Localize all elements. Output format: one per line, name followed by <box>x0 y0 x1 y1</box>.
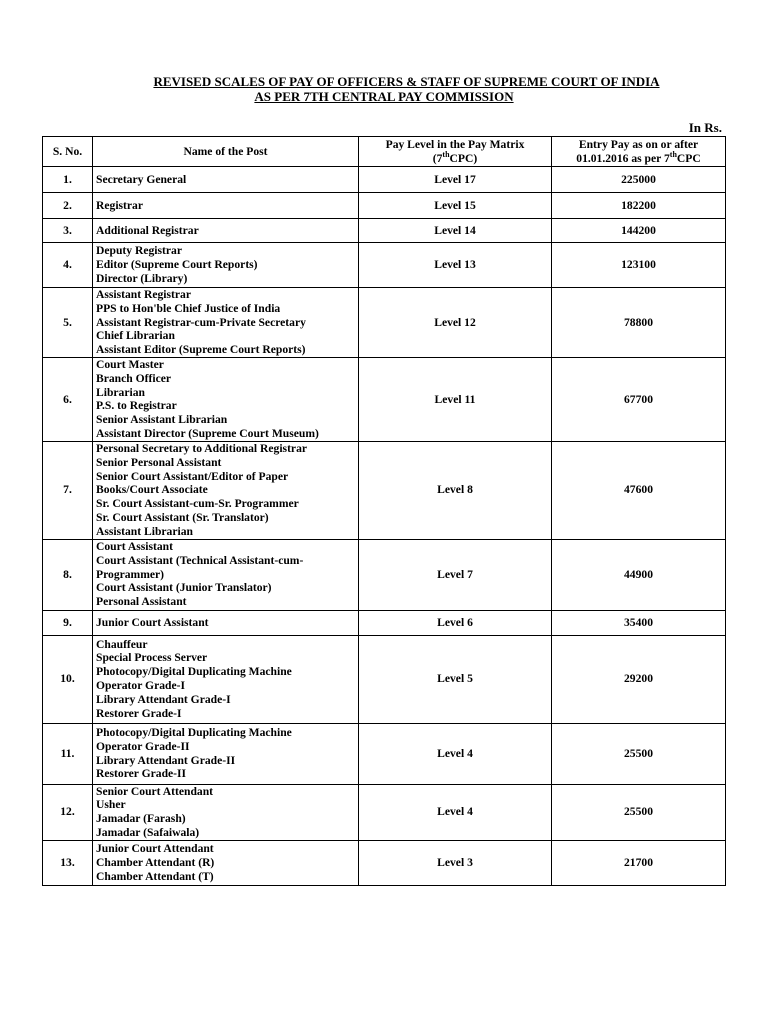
pay-scale-table <box>42 136 726 886</box>
cell-sno: 8. <box>43 539 93 610</box>
cell-post-names <box>93 723 359 784</box>
cell-sno: 10. <box>43 635 93 723</box>
post-name: Books/Court Associate <box>96 483 208 497</box>
post-name: Registrar <box>96 198 143 212</box>
cell-sno: 6. <box>43 357 93 441</box>
post-name: Junior Court Assistant <box>96 615 209 629</box>
table-row <box>43 441 726 539</box>
cell-pay-level: Level 13 <box>359 243 552 288</box>
cell-entry-pay: 47600 <box>552 441 726 539</box>
cell-pay-level: Level 4 <box>359 784 552 840</box>
post-name: PPS to Hon'ble Chief Justice of India <box>96 301 281 315</box>
table-row <box>43 193 726 219</box>
post-name: Junior Court Attendant <box>96 842 214 856</box>
post-name: Director (Library) <box>96 271 188 285</box>
post-name: Personal Secretary to Additional Registrar <box>96 441 308 455</box>
table-header-row <box>43 137 726 167</box>
cell-entry-pay: 25500 <box>552 784 726 840</box>
post-name: Sr. Court Assistant-cum-Sr. Programmer <box>96 497 299 511</box>
cell-post-names <box>93 243 359 288</box>
header-sno: S. No. <box>43 137 93 167</box>
cell-post-names <box>93 635 359 723</box>
cell-pay-level: Level 5 <box>359 635 552 723</box>
cell-sno: 2. <box>43 193 93 219</box>
post-name: Operator Grade-II <box>96 739 190 753</box>
header-pay-level: Pay Level in the Pay Matrix (7thCPC) <box>359 137 552 167</box>
post-name: Assistant Librarian <box>96 524 193 538</box>
cell-sno: 3. <box>43 219 93 243</box>
cell-entry-pay: 67700 <box>552 357 726 441</box>
post-name: Court Master <box>96 358 164 372</box>
post-name: Usher <box>96 798 126 812</box>
post-name: Photocopy/Digital Duplicating Machine <box>96 665 292 679</box>
post-name: Librarian <box>96 385 145 399</box>
post-name: Senior Court Attendant <box>96 784 214 798</box>
cell-entry-pay: 182200 <box>552 193 726 219</box>
post-name: Programmer) <box>96 567 165 581</box>
cell-entry-pay: 29200 <box>552 635 726 723</box>
cell-entry-pay: 25500 <box>552 723 726 784</box>
table-row <box>43 167 726 193</box>
table-row <box>43 610 726 635</box>
cell-sno: 9. <box>43 610 93 635</box>
post-name: Restorer Grade-I <box>96 706 182 720</box>
post-name: Chamber Attendant (T) <box>96 869 214 883</box>
post-name: Branch Officer <box>96 371 172 385</box>
post-name: Chief Librarian <box>96 329 175 343</box>
post-name: Library Attendant Grade-I <box>96 692 231 706</box>
cell-pay-level: Level 17 <box>359 167 552 193</box>
post-name: Editor (Supreme Court Reports) <box>96 258 258 272</box>
table-row <box>43 635 726 723</box>
post-name: Chauffeur <box>96 637 148 651</box>
cell-post-names <box>93 167 359 193</box>
table-row <box>43 723 726 784</box>
title-line-1: REVISED SCALES OF PAY OF OFFICERS & STAFF OF SUPREME COURT OF INDIA <box>153 74 660 89</box>
cell-post-names <box>93 193 359 219</box>
table-row <box>43 357 726 441</box>
cell-post-names <box>93 840 359 885</box>
cell-sno: 13. <box>43 840 93 885</box>
post-name: Jamadar (Farash) <box>96 812 186 826</box>
cell-pay-level: Level 4 <box>359 723 552 784</box>
post-name: Additional Registrar <box>96 223 199 237</box>
cell-post-names <box>93 441 359 539</box>
cell-sno: 4. <box>43 243 93 288</box>
currency-unit: In Rs. <box>688 120 722 135</box>
post-name: Senior Personal Assistant <box>96 455 222 469</box>
post-name: Court Assistant (Technical Assistant-cum- <box>96 553 304 567</box>
post-name: P.S. to Registrar <box>96 399 177 413</box>
cell-post-names <box>93 784 359 840</box>
post-name: Deputy Registrar <box>96 244 182 258</box>
cell-pay-level: Level 3 <box>359 840 552 885</box>
post-name: Assistant Editor (Supreme Court Reports) <box>96 343 306 357</box>
cell-pay-level: Level 7 <box>359 539 552 610</box>
cell-entry-pay: 78800 <box>552 288 726 358</box>
post-name: Chamber Attendant (R) <box>96 855 215 869</box>
post-name: Sr. Court Assistant (Sr. Translator) <box>96 510 269 524</box>
table-row <box>43 539 726 610</box>
table-row <box>43 784 726 840</box>
post-name: Court Assistant <box>96 540 173 554</box>
post-name: Assistant Registrar-cum-Private Secretary <box>96 315 306 329</box>
cell-entry-pay: 144200 <box>552 219 726 243</box>
table-row <box>43 840 726 885</box>
post-name: Personal Assistant <box>96 595 187 609</box>
cell-post-names <box>93 288 359 358</box>
post-name: Senior Court Assistant/Editor of Paper <box>96 469 289 483</box>
cell-pay-level: Level 11 <box>359 357 552 441</box>
cell-post-names <box>93 357 359 441</box>
post-name: Assistant Director (Supreme Court Museum) <box>96 427 319 441</box>
cell-sno: 5. <box>43 288 93 358</box>
post-name: Restorer Grade-II <box>96 767 187 781</box>
post-name: Secretary General <box>96 172 187 186</box>
cell-entry-pay: 21700 <box>552 840 726 885</box>
table-body <box>43 167 726 886</box>
post-name: Library Attendant Grade-II <box>96 753 236 767</box>
post-name: Special Process Server <box>96 651 208 665</box>
cell-pay-level: Level 6 <box>359 610 552 635</box>
cell-post-names <box>93 610 359 635</box>
post-name: Court Assistant (Junior Translator) <box>96 581 272 595</box>
cell-entry-pay: 35400 <box>552 610 726 635</box>
post-name: Operator Grade-I <box>96 679 185 693</box>
cell-post-names <box>93 539 359 610</box>
cell-sno: 1. <box>43 167 93 193</box>
post-name: Assistant Registrar <box>96 288 191 301</box>
post-name: Photocopy/Digital Duplicating Machine <box>96 725 292 739</box>
header-entry-pay: Entry Pay as on or after 01.01.2016 as per 7thCPC <box>552 137 726 167</box>
cell-entry-pay: 123100 <box>552 243 726 288</box>
cell-sno: 11. <box>43 723 93 784</box>
cell-pay-level: Level 14 <box>359 219 552 243</box>
document-title <box>0 74 768 104</box>
cell-post-names <box>93 219 359 243</box>
table-row <box>43 219 726 243</box>
table-row <box>43 288 726 358</box>
post-name: Jamadar (Safaiwala) <box>96 825 200 839</box>
cell-entry-pay: 44900 <box>552 539 726 610</box>
cell-pay-level: Level 12 <box>359 288 552 358</box>
title-line-2: AS PER 7TH CENTRAL PAY COMMISSION <box>254 89 514 104</box>
table-row <box>43 243 726 288</box>
cell-pay-level: Level 15 <box>359 193 552 219</box>
header-post: Name of the Post <box>93 137 359 167</box>
cell-sno: 12. <box>43 784 93 840</box>
cell-pay-level: Level 8 <box>359 441 552 539</box>
cell-sno: 7. <box>43 441 93 539</box>
cell-entry-pay: 225000 <box>552 167 726 193</box>
post-name: Senior Assistant Librarian <box>96 413 228 427</box>
